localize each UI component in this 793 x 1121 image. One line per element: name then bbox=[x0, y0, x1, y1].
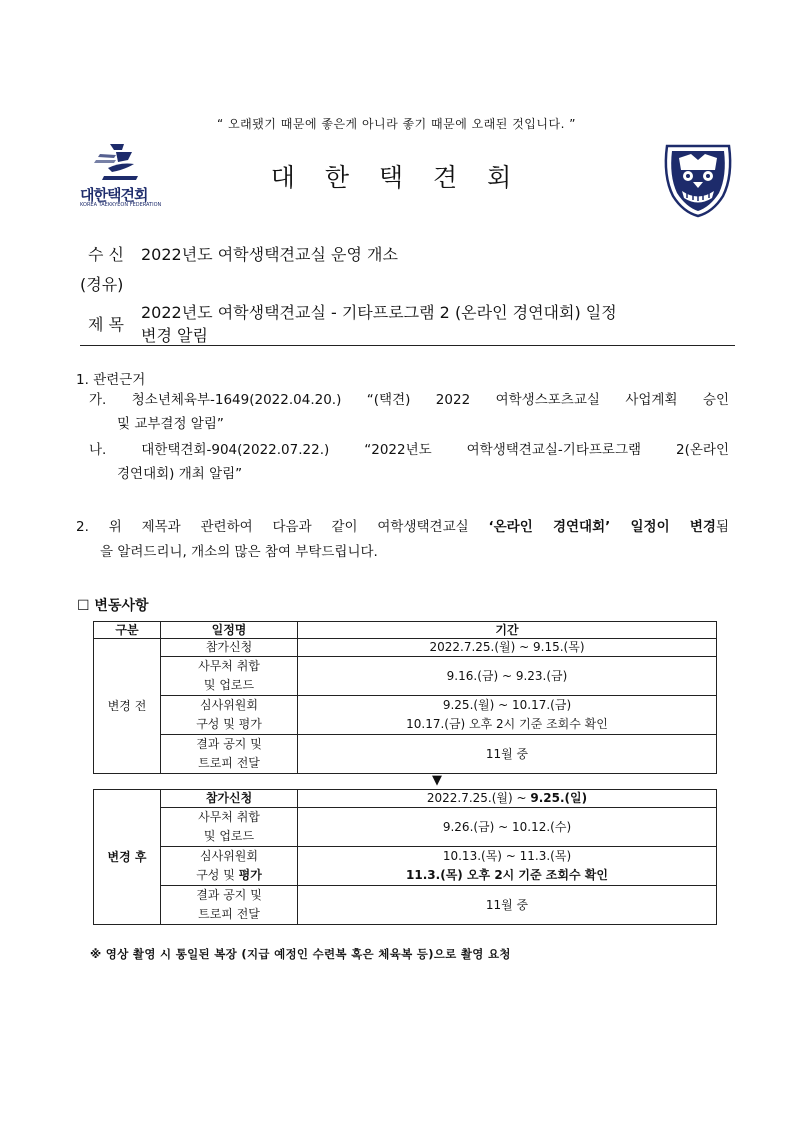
reference-a-line-1: 가. 청소년체육부-1649(2022.04.20.) “(택견) 2022 여학생스포츠교실 사업계획 승인 bbox=[89, 392, 729, 408]
after-judge-period-2: 11.3.(목) 오후 2시 기준 조회수 확인 bbox=[298, 866, 717, 886]
before-result-l2: 트로피 전달 bbox=[161, 754, 298, 774]
recipient-value: 2022년도 여학생택견교실 운영 개소 bbox=[141, 245, 398, 264]
before-judge-period-2: 10.17.(금) 오후 2시 기준 조회수 확인 bbox=[298, 715, 717, 735]
section-2-line-1 bbox=[76, 515, 729, 539]
section-2-intro: 2. 위 제목과 관련하여 다음과 같이 여학생택견교실 bbox=[76, 519, 489, 535]
subject-label: 제 목 bbox=[88, 315, 124, 334]
section-2-line-2: 을 알려드리니, 개소의 많은 참여 부탁드립니다. bbox=[100, 544, 378, 560]
reference-a-line-2: 및 교부결정 알림” bbox=[117, 416, 224, 432]
changes-title: ☐ 변동사항 bbox=[77, 598, 149, 614]
recipient-label: 수 신 bbox=[88, 245, 124, 264]
after-upload-l2: 및 업로드 bbox=[161, 827, 298, 847]
before-upload-l2: 및 업로드 bbox=[161, 676, 298, 696]
after-judge-l1: 심사위원회 bbox=[161, 847, 298, 867]
table-row bbox=[94, 657, 717, 677]
after-result-l2: 트로피 전달 bbox=[161, 905, 298, 925]
after-judge-l2 bbox=[161, 866, 298, 886]
table-header-row bbox=[94, 622, 717, 639]
table-row bbox=[94, 696, 717, 716]
before-result-l1: 결과 공지 및 bbox=[161, 735, 298, 755]
header-divider bbox=[80, 345, 735, 346]
after-table bbox=[93, 789, 717, 925]
down-arrow-icon: ▼ bbox=[432, 773, 442, 788]
table-row bbox=[94, 639, 717, 657]
before-judge-period-1: 9.25.(월) ~ 10.17.(금) bbox=[298, 696, 717, 716]
after-apply-period-end: 9.25.(일) bbox=[530, 791, 588, 805]
table-row bbox=[94, 847, 717, 867]
before-apply-period: 2022.7.25.(월) ~ 9.15.(목) bbox=[298, 639, 717, 657]
after-upload-period: 9.26.(금) ~ 10.12.(수) bbox=[298, 808, 717, 847]
after-judge-l2-bold: 평가 bbox=[238, 868, 262, 882]
table-row bbox=[94, 735, 717, 755]
table-row bbox=[94, 715, 717, 735]
via-label: (경유) bbox=[80, 275, 124, 294]
after-upload-l1: 사무처 취합 bbox=[161, 808, 298, 828]
after-apply-period bbox=[298, 790, 717, 808]
after-apply-period-start: 2022.7.25.(월) ~ bbox=[426, 791, 531, 805]
organization-title: 대 한 택 견 회 bbox=[270, 163, 523, 192]
after-label: 변경 후 bbox=[94, 790, 161, 925]
uniform-note: ※ 영상 촬영 시 통일된 복장 (지급 예정인 수련복 혹은 체육복 등)으로 촬영 요청 bbox=[90, 947, 511, 961]
after-result-period: 11월 중 bbox=[298, 886, 717, 925]
before-apply: 참가신청 bbox=[161, 639, 298, 657]
logo-english-text: KOREA TAEKKYEON FEDERATION bbox=[80, 202, 162, 208]
subject-line-1: 2022년도 여학생택견교실 - 기타프로그램 2 (온라인 경연대회) 일정 bbox=[141, 303, 617, 322]
section-2-suffix: 됨 bbox=[715, 519, 729, 535]
before-upload-l1: 사무처 취합 bbox=[161, 657, 298, 677]
before-upload-period: 9.16.(금) ~ 9.23.(금) bbox=[298, 657, 717, 696]
taekkyeon-seal-icon bbox=[657, 136, 739, 218]
table-row bbox=[94, 886, 717, 906]
table-row bbox=[94, 866, 717, 886]
before-result-period: 11월 중 bbox=[298, 735, 717, 774]
reference-b-line-2: 경연대회) 개최 알림” bbox=[117, 466, 243, 482]
before-table bbox=[93, 621, 717, 774]
table-row bbox=[94, 790, 717, 808]
logo-text: 대한택견회 bbox=[80, 186, 148, 204]
header-schedule: 일정명 bbox=[161, 622, 298, 639]
before-judge-l2: 구성 및 평가 bbox=[161, 715, 298, 735]
table-row bbox=[94, 808, 717, 828]
after-judge-l2-start: 구성 및 bbox=[196, 868, 239, 882]
after-apply: 참가신청 bbox=[161, 790, 298, 808]
subject-line-2: 변경 알림 bbox=[141, 326, 208, 345]
header-category: 구분 bbox=[94, 622, 161, 639]
before-judge-l1: 심사위원회 bbox=[161, 696, 298, 716]
before-label: 변경 전 bbox=[94, 639, 161, 774]
section-1-title: 1. 관련근거 bbox=[76, 372, 146, 388]
section-2-highlight: ‘온라인 경연대회’ 일정이 변경 bbox=[488, 519, 716, 535]
motto: “ 오래됐기 때문에 좋은게 아니라 좋기 때문에 오래된 것입니다. ” bbox=[217, 117, 576, 131]
after-result-l1: 결과 공지 및 bbox=[161, 886, 298, 906]
after-judge-period-1: 10.13.(목) ~ 11.3.(목) bbox=[298, 847, 717, 867]
reference-b-line-1: 나. 대한택견회-904(2022.07.22.) “2022년도 여학생택견교실-기타프로그램 2(온라인 bbox=[89, 442, 729, 458]
header-period: 기간 bbox=[298, 622, 717, 639]
